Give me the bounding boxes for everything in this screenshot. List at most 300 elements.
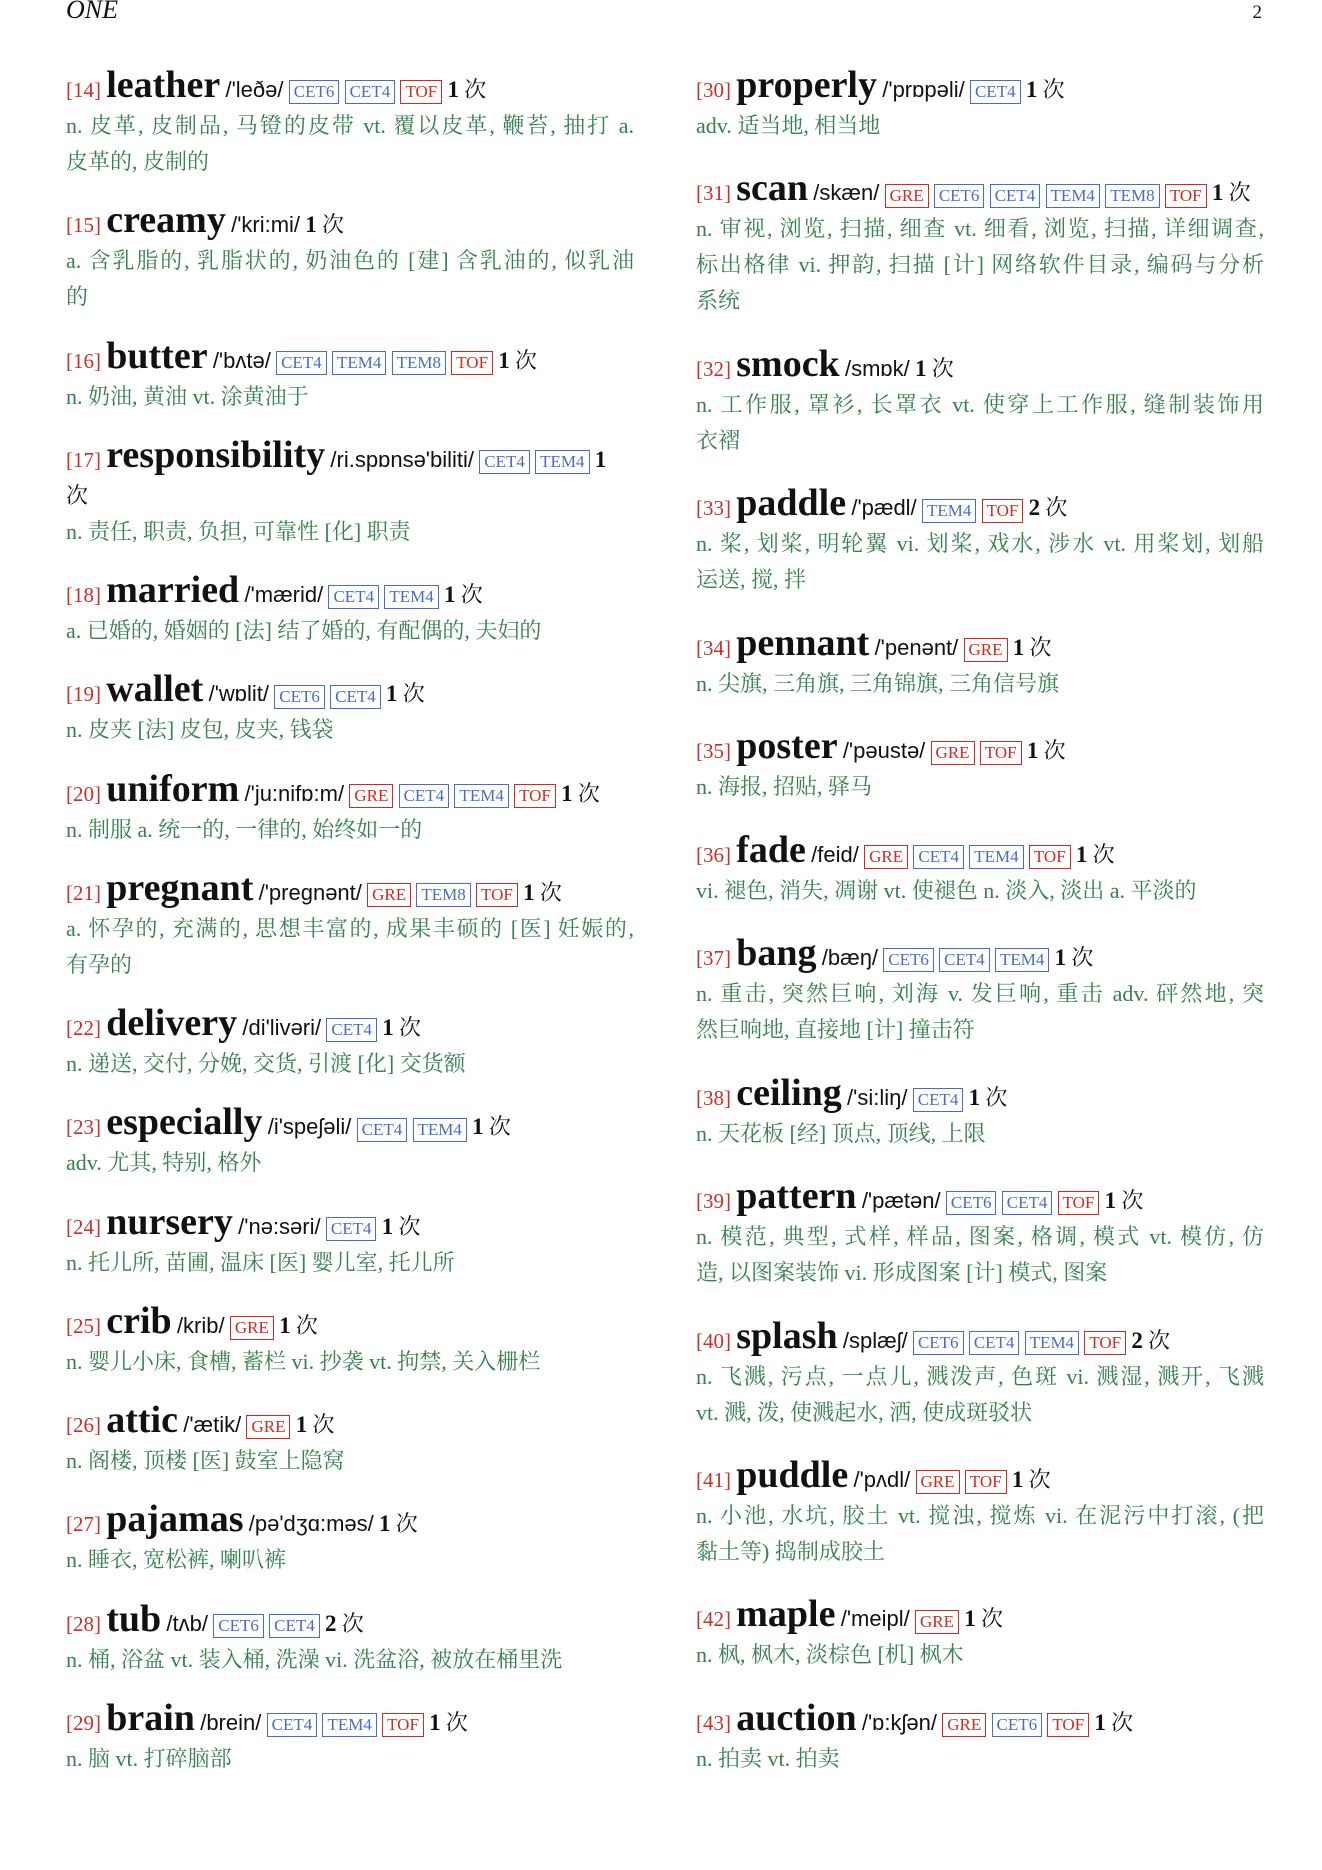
phonetic: /'bʌtə/ bbox=[212, 347, 271, 373]
entry-attic bbox=[66, 1399, 634, 1479]
definition-line: n. 海报, 招贴, 驿马 bbox=[696, 774, 873, 800]
phonetic: /'prɒpəli/ bbox=[882, 77, 965, 102]
definition-line: n. 脑 vt. 打碎脑部 bbox=[66, 1745, 232, 1771]
exam-tag-gre: GRE bbox=[349, 784, 393, 808]
exam-tag-tof: TOF bbox=[382, 1713, 424, 1737]
entry-heading bbox=[66, 199, 634, 243]
count-unit: 次 bbox=[980, 1606, 1003, 1632]
definition-line: a. 怀孕的, 充满的, 思想丰富的, 成果丰硕的 [医] 妊娠的, bbox=[66, 915, 634, 941]
exam-tag-gre: GRE bbox=[915, 1610, 959, 1634]
headword: uniform bbox=[106, 767, 240, 810]
headword: responsibility bbox=[106, 433, 326, 476]
exam-tag-tem8: TEM8 bbox=[1105, 184, 1159, 208]
count-unit: 次 bbox=[539, 879, 562, 905]
exam-tag-tem8: TEM8 bbox=[416, 883, 470, 907]
entry-index: [37] bbox=[696, 946, 731, 971]
definition-line: n. 责任, 职责, 负担, 可靠性 [化] 职责 bbox=[66, 518, 411, 544]
phonetic: /krib/ bbox=[176, 1312, 225, 1338]
exam-tag-gre: GRE bbox=[864, 845, 908, 869]
occurrence-count: 2 bbox=[324, 1610, 337, 1636]
exam-tag-tof: TOF bbox=[982, 499, 1024, 523]
exam-tag-cet4: CET4 bbox=[326, 1217, 377, 1241]
exam-tag-tem4: TEM4 bbox=[454, 784, 508, 808]
entry-heading bbox=[696, 1453, 1264, 1498]
exam-tag-cet4: CET4 bbox=[276, 351, 327, 375]
exam-tag-tof: TOF bbox=[514, 784, 556, 808]
entry-heading bbox=[66, 767, 634, 812]
definition-line: adv. 尤其, 特别, 格外 bbox=[66, 1150, 262, 1176]
definition-line: 皮革的, 皮制的 bbox=[66, 149, 210, 174]
count-unit: 次 bbox=[399, 1015, 422, 1041]
entry-index: [22] bbox=[66, 1016, 101, 1041]
definition-line: n. 皮革, 皮制品, 马镫的皮带 vt. 覆以皮革, 鞭苔, 抽打 a. bbox=[66, 113, 634, 138]
count-unit: 次 bbox=[515, 347, 538, 373]
entry-index: [23] bbox=[66, 1115, 101, 1140]
occurrence-count: 1 bbox=[305, 212, 317, 238]
entry-heading bbox=[696, 482, 1264, 526]
count-unit: 次 bbox=[66, 482, 89, 508]
entry-puddle bbox=[696, 1453, 1264, 1570]
entry-index: [15] bbox=[66, 213, 101, 238]
entry-creamy bbox=[66, 199, 634, 315]
entry-pattern bbox=[696, 1175, 1264, 1291]
headword: pattern bbox=[736, 1175, 857, 1218]
phonetic: /'kri:mi/ bbox=[231, 212, 301, 238]
exam-tag-cet4: CET4 bbox=[326, 1018, 377, 1042]
count-unit: 次 bbox=[295, 1312, 318, 1338]
phonetic: /tʌb/ bbox=[166, 1610, 208, 1636]
exam-tag-cet4: CET4 bbox=[913, 1088, 964, 1112]
exam-tag-gre: GRE bbox=[230, 1316, 274, 1340]
entry-heading bbox=[66, 569, 634, 613]
count-unit: 次 bbox=[395, 1511, 418, 1537]
left-column bbox=[66, 64, 634, 1777]
exam-tag-cet6: CET6 bbox=[883, 948, 934, 972]
headword: pajamas bbox=[106, 1498, 244, 1541]
headword: bang bbox=[736, 932, 817, 975]
headword: maple bbox=[736, 1593, 836, 1636]
entry-pajamas bbox=[66, 1498, 634, 1578]
headword: butter bbox=[106, 334, 208, 377]
phonetic: /ri.spɒnsə'biliti/ bbox=[330, 446, 475, 472]
exam-tag-gre: GRE bbox=[942, 1713, 986, 1737]
exam-tag-cet4: CET4 bbox=[969, 1331, 1020, 1355]
exam-tag-tof: TOF bbox=[1058, 1191, 1100, 1215]
entry-heading bbox=[696, 64, 1264, 108]
definition-line: n. 托儿所, 苗圃, 温床 [医] 婴儿室, 托儿所 bbox=[66, 1249, 455, 1275]
entry-index: [27] bbox=[66, 1512, 101, 1537]
count-unit: 次 bbox=[1029, 634, 1052, 660]
phonetic: /pə'dʒɑ:məs/ bbox=[248, 1511, 374, 1537]
headword: scan bbox=[736, 167, 809, 210]
occurrence-count: 1 bbox=[381, 1213, 394, 1239]
entry-index: [42] bbox=[696, 1607, 731, 1632]
entry-index: [39] bbox=[696, 1189, 731, 1214]
headword: poster bbox=[736, 725, 838, 768]
exam-tag-tem4: TEM4 bbox=[322, 1713, 376, 1737]
occurrence-count: 1 bbox=[1094, 1709, 1106, 1735]
entry-index: [18] bbox=[66, 583, 101, 608]
exam-tag-cet4: CET4 bbox=[970, 80, 1021, 104]
headword: brain bbox=[106, 1696, 195, 1739]
count-unit: 次 bbox=[322, 212, 345, 238]
page-number: 2 bbox=[1252, 2, 1262, 23]
definition-line: 标出格律 vi. 押韵, 扫描 [计] 网络软件目录, 编码与分析 bbox=[696, 252, 1264, 278]
exam-tag-cet6: CET6 bbox=[289, 80, 340, 104]
count-unit: 次 bbox=[931, 355, 954, 381]
definition-line: n. 奶油, 黄油 vt. 涂黄油于 bbox=[66, 383, 309, 409]
phonetic: /'meipl/ bbox=[840, 1606, 910, 1632]
definition-line: n. 婴儿小床, 食槽, 蓄栏 vi. 抄袭 vt. 拘禁, 关入栅栏 bbox=[66, 1348, 541, 1374]
entry-fade bbox=[696, 828, 1264, 909]
entry-heading bbox=[696, 725, 1264, 769]
definition-line: 黏土等) 捣制成胶土 bbox=[696, 1538, 885, 1564]
entry-heading bbox=[696, 1314, 1264, 1359]
headword: nursery bbox=[106, 1200, 233, 1243]
exam-tag-gre: GRE bbox=[916, 1470, 960, 1494]
count-unit: 次 bbox=[460, 582, 483, 608]
occurrence-count: 1 bbox=[1054, 945, 1067, 971]
phonetic: /i'speʃəli/ bbox=[267, 1114, 352, 1140]
exam-tag-cet4: CET4 bbox=[269, 1614, 320, 1638]
definition-line: n. 审视, 浏览, 扫描, 细查 vt. 细看, 浏览, 扫描, 详细调查, bbox=[696, 216, 1264, 242]
definition-line: n. 飞溅, 污点, 一点儿, 溅泼声, 色斑 vi. 溅湿, 溅开, 飞溅 bbox=[696, 1363, 1264, 1389]
phonetic: /'pʌdl/ bbox=[853, 1466, 911, 1492]
occurrence-count: 1 bbox=[279, 1312, 291, 1338]
exam-tag-cet6: CET6 bbox=[274, 685, 325, 709]
exam-tag-tem4: TEM4 bbox=[332, 351, 386, 375]
exam-tag-cet4: CET4 bbox=[328, 585, 379, 609]
exam-tag-tof: TOF bbox=[451, 351, 493, 375]
occurrence-count: 1 bbox=[561, 780, 573, 806]
occurrence-count: 2 bbox=[1131, 1327, 1143, 1353]
headword: married bbox=[106, 569, 240, 612]
occurrence-count: 1 bbox=[523, 879, 535, 905]
count-unit: 次 bbox=[1148, 1327, 1171, 1353]
occurrence-count: 1 bbox=[1104, 1188, 1117, 1214]
exam-tag-cet4: CET4 bbox=[267, 1713, 318, 1737]
entry-properly bbox=[696, 64, 1264, 144]
phonetic: /'wɒlit/ bbox=[208, 681, 270, 707]
occurrence-count: 1 bbox=[382, 1015, 394, 1041]
entry-index: [43] bbox=[696, 1710, 731, 1735]
occurrence-count: 1 bbox=[443, 582, 456, 608]
entry-index: [35] bbox=[696, 739, 731, 764]
exam-tag-tem4: TEM4 bbox=[413, 1118, 467, 1142]
right-column bbox=[696, 64, 1264, 1777]
exam-tag-tof: TOF bbox=[476, 883, 518, 907]
count-unit: 次 bbox=[1228, 180, 1251, 206]
entry-maple bbox=[696, 1593, 1264, 1673]
entry-tub bbox=[66, 1597, 634, 1678]
exam-tag-cet4: CET4 bbox=[939, 948, 990, 972]
exam-tag-tem4: TEM4 bbox=[535, 450, 589, 474]
phonetic: /di'livəri/ bbox=[242, 1015, 322, 1041]
entry-index: [33] bbox=[696, 496, 731, 521]
occurrence-count: 1 bbox=[1211, 180, 1224, 206]
entry-index: [29] bbox=[66, 1710, 101, 1735]
exam-tag-tof: TOF bbox=[400, 80, 442, 104]
entry-heading bbox=[66, 1101, 634, 1145]
headword: smock bbox=[736, 342, 840, 385]
occurrence-count: 1 bbox=[295, 1412, 308, 1438]
entry-paddle bbox=[696, 482, 1264, 598]
count-unit: 次 bbox=[464, 77, 487, 102]
phonetic: /'nə:səri/ bbox=[238, 1213, 321, 1239]
entry-smock bbox=[696, 342, 1264, 459]
headword: properly bbox=[736, 64, 877, 106]
entry-index: [38] bbox=[696, 1085, 731, 1110]
exam-tag-cet6: CET6 bbox=[934, 184, 985, 208]
exam-tag-tof: TOF bbox=[1165, 184, 1207, 208]
count-unit: 次 bbox=[1045, 495, 1068, 521]
phonetic: /'penənt/ bbox=[874, 634, 959, 660]
entry-heading bbox=[66, 334, 634, 379]
entry-heading bbox=[696, 932, 1264, 976]
definition-line: vt. 溅, 泼, 使溅起水, 洒, 使成斑驳状 bbox=[696, 1399, 1033, 1425]
exam-tag-tem4: TEM4 bbox=[969, 845, 1023, 869]
phonetic: /'si:liŋ/ bbox=[847, 1084, 908, 1110]
exam-tag-tem4: TEM4 bbox=[384, 585, 438, 609]
entry-scan bbox=[696, 167, 1264, 319]
occurrence-count: 1 bbox=[1012, 634, 1025, 660]
entry-auction bbox=[696, 1696, 1264, 1777]
exam-tag-tem8: TEM8 bbox=[392, 351, 446, 375]
headword: crib bbox=[106, 1299, 172, 1342]
phonetic: /feid/ bbox=[811, 841, 859, 867]
count-unit: 次 bbox=[1121, 1188, 1144, 1214]
entry-index: [16] bbox=[66, 348, 101, 373]
count-unit: 次 bbox=[1071, 945, 1094, 971]
occurrence-count: 1 bbox=[594, 446, 607, 472]
definition-line: n. 递送, 交付, 分娩, 交货, 引渡 [化] 交货额 bbox=[66, 1051, 466, 1077]
count-unit: 次 bbox=[402, 681, 425, 707]
phonetic: /splæʃ/ bbox=[842, 1327, 908, 1353]
phonetic: /'pregnənt/ bbox=[258, 879, 362, 905]
entry-heading bbox=[66, 866, 634, 911]
occurrence-count: 1 bbox=[472, 1114, 484, 1140]
entry-ceiling bbox=[696, 1071, 1264, 1152]
entry-index: [32] bbox=[696, 356, 731, 381]
phonetic: /'ju:nifɒ:m/ bbox=[244, 780, 345, 806]
occurrence-count: 1 bbox=[964, 1606, 976, 1632]
count-unit: 次 bbox=[341, 1610, 364, 1636]
headword: delivery bbox=[106, 1002, 238, 1045]
headword: splash bbox=[736, 1314, 838, 1357]
entry-index: [31] bbox=[696, 181, 731, 206]
occurrence-count: 1 bbox=[385, 681, 398, 707]
entry-index: [30] bbox=[696, 78, 731, 102]
exam-tag-cet6: CET6 bbox=[946, 1191, 997, 1215]
entry-heading bbox=[66, 1002, 634, 1046]
definition-line: vi. 褪色, 消失, 凋谢 vt. 使褪色 n. 淡入, 淡出 a. 平淡的 bbox=[696, 877, 1197, 903]
entry-crib bbox=[66, 1299, 634, 1380]
definition-line: n. 小池, 水坑, 胶土 vt. 搅浊, 搅炼 vi. 在泥污中打滚, (把 bbox=[696, 1502, 1264, 1528]
definition-line: n. 重击, 突然巨响, 刘海 v. 发巨响, 重击 adv. 砰然地, 突 bbox=[696, 981, 1264, 1007]
exam-tag-tof: TOF bbox=[1047, 1713, 1089, 1737]
entry-index: [28] bbox=[66, 1611, 101, 1636]
entry-heading bbox=[66, 1399, 634, 1443]
headword: paddle bbox=[736, 482, 847, 525]
definition-line: 然巨响地, 直接地 [计] 撞击符 bbox=[696, 1017, 975, 1043]
entry-especially bbox=[66, 1101, 634, 1181]
count-unit: 次 bbox=[445, 1709, 468, 1735]
occurrence-count: 1 bbox=[429, 1709, 441, 1735]
exam-tag-tem4: TEM4 bbox=[1046, 184, 1100, 208]
definition-line: 衣褶 bbox=[696, 427, 741, 453]
entry-index: [40] bbox=[696, 1328, 731, 1353]
entry-delivery bbox=[66, 1002, 634, 1082]
definition-line: n. 皮夹 [法] 皮包, 皮夹, 钱袋 bbox=[66, 717, 334, 743]
entry-responsibility bbox=[66, 433, 634, 550]
definition-line: n. 天花板 [经] 顶点, 顶线, 上限 bbox=[696, 1120, 986, 1146]
entry-heading bbox=[66, 1299, 634, 1344]
exam-tag-tem4: TEM4 bbox=[922, 499, 976, 523]
count-unit: 次 bbox=[488, 1114, 511, 1140]
headword: leather bbox=[106, 64, 221, 106]
exam-tag-gre: GRE bbox=[885, 184, 929, 208]
headword: tub bbox=[106, 1597, 162, 1640]
count-unit: 次 bbox=[577, 780, 600, 806]
phonetic: /'ætik/ bbox=[183, 1412, 242, 1438]
headword: wallet bbox=[106, 668, 204, 711]
definition-line: n. 枫, 枫木, 淡棕色 [机] 枫木 bbox=[696, 1642, 964, 1668]
headword: auction bbox=[736, 1696, 857, 1739]
entry-married bbox=[66, 569, 634, 649]
headword: attic bbox=[106, 1399, 178, 1442]
occurrence-count: 1 bbox=[915, 355, 927, 381]
phonetic: /'mærid/ bbox=[244, 582, 324, 608]
entry-heading bbox=[66, 1597, 634, 1642]
headword: puddle bbox=[736, 1453, 849, 1496]
occurrence-count: 1 bbox=[447, 77, 460, 102]
entry-uniform bbox=[66, 767, 634, 848]
exam-tag-tof: TOF bbox=[1029, 845, 1071, 869]
entry-index: [25] bbox=[66, 1313, 101, 1338]
entry-heading bbox=[66, 668, 634, 712]
entry-heading bbox=[66, 64, 634, 108]
entry-heading bbox=[696, 1175, 1264, 1219]
definition-line: 系统 bbox=[696, 288, 741, 314]
exam-tag-cet6: CET6 bbox=[992, 1713, 1043, 1737]
phonetic: /'pəustə/ bbox=[842, 738, 926, 764]
exam-tag-tof: TOF bbox=[965, 1470, 1007, 1494]
entry-index: [17] bbox=[66, 447, 101, 472]
exam-tag-cet4: CET4 bbox=[330, 685, 381, 709]
exam-tag-cet6: CET6 bbox=[213, 1614, 264, 1638]
entry-poster bbox=[696, 725, 1264, 805]
definition-line: n. 阁楼, 顶楼 [医] 鼓室上隐窝 bbox=[66, 1448, 345, 1474]
count-unit: 次 bbox=[1043, 738, 1066, 764]
entry-leather bbox=[66, 64, 634, 180]
occurrence-count: 1 bbox=[1026, 738, 1039, 764]
headword: ceiling bbox=[736, 1071, 842, 1114]
entry-pregnant bbox=[66, 866, 634, 983]
exam-tag-gre: GRE bbox=[246, 1415, 290, 1439]
occurrence-count: 1 bbox=[379, 1511, 391, 1537]
exam-tag-cet4: CET4 bbox=[913, 845, 964, 869]
definition-line: n. 桶, 浴盆 vt. 装入桶, 洗澡 vi. 洗盆浴, 被放在桶里洗 bbox=[66, 1646, 563, 1672]
entry-heading bbox=[66, 1696, 634, 1741]
count-unit: 次 bbox=[1042, 77, 1065, 102]
headword: creamy bbox=[106, 199, 226, 242]
phonetic: /'ɒ:kʃən/ bbox=[861, 1709, 937, 1735]
definition-line: n. 模范, 典型, 式样, 样品, 图案, 格调, 模式 vt. 模仿, 仿 bbox=[696, 1224, 1264, 1250]
entry-heading bbox=[66, 1498, 634, 1542]
phonetic: /skæn/ bbox=[813, 180, 880, 206]
entry-pennant bbox=[696, 621, 1264, 702]
entry-nursery bbox=[66, 1200, 634, 1281]
exam-tag-tof: TOF bbox=[1084, 1331, 1126, 1355]
occurrence-count: 1 bbox=[498, 347, 510, 373]
definition-line: n. 尖旗, 三角旗, 三角锦旗, 三角信号旗 bbox=[696, 670, 1060, 696]
occurrence-count: 1 bbox=[1025, 77, 1038, 102]
entry-bang bbox=[696, 932, 1264, 1048]
exam-tag-gre: GRE bbox=[931, 741, 975, 765]
count-unit: 次 bbox=[985, 1084, 1008, 1110]
headword: fade bbox=[736, 828, 806, 871]
entry-heading bbox=[66, 433, 634, 514]
occurrence-count: 2 bbox=[1028, 495, 1041, 521]
exam-tag-cet4: CET4 bbox=[1002, 1191, 1053, 1215]
phonetic: /'pætən/ bbox=[861, 1188, 941, 1214]
definition-line: a. 已婚的, 婚姻的 [法] 结了婚的, 有配偶的, 夫妇的 bbox=[66, 618, 542, 644]
entry-index: [24] bbox=[66, 1214, 101, 1239]
exam-tag-cet4: CET4 bbox=[357, 1118, 408, 1142]
entry-heading bbox=[696, 1696, 1264, 1741]
occurrence-count: 1 bbox=[968, 1084, 981, 1110]
definition-line: a. 含乳脂的, 乳脂状的, 奶油色的 [建] 含乳油的, 似乳油 bbox=[66, 248, 634, 274]
entry-splash bbox=[696, 1314, 1264, 1431]
exam-tag-tof: TOF bbox=[980, 741, 1022, 765]
occurrence-count: 1 bbox=[1075, 841, 1088, 867]
count-unit: 次 bbox=[312, 1412, 335, 1438]
exam-tag-gre: GRE bbox=[964, 638, 1008, 662]
definition-line: n. 工作服, 罩衫, 长罩衣 vt. 使穿上工作服, 缝制装饰用 bbox=[696, 391, 1264, 417]
count-unit: 次 bbox=[1092, 841, 1115, 867]
phonetic: /bæŋ/ bbox=[821, 945, 879, 971]
count-unit: 次 bbox=[1111, 1709, 1134, 1735]
occurrence-count: 1 bbox=[1011, 1466, 1024, 1492]
entry-index: [36] bbox=[696, 842, 731, 867]
entry-heading bbox=[696, 621, 1264, 666]
exam-tag-cet4: CET4 bbox=[345, 80, 396, 104]
entry-heading bbox=[696, 1071, 1264, 1116]
entry-index: [14] bbox=[66, 78, 101, 102]
definition-line: n. 睡衣, 宽松裤, 喇叭裤 bbox=[66, 1547, 287, 1573]
entry-index: [34] bbox=[696, 635, 731, 660]
entry-index: [21] bbox=[66, 880, 101, 905]
definition-line: 的 bbox=[66, 284, 89, 310]
exam-tag-tem4: TEM4 bbox=[1025, 1331, 1079, 1355]
entry-index: [19] bbox=[66, 682, 101, 707]
exam-tag-cet4: CET4 bbox=[479, 450, 530, 474]
entry-heading bbox=[696, 1593, 1264, 1637]
entry-brain bbox=[66, 1696, 634, 1777]
entry-heading bbox=[696, 167, 1264, 211]
headword: pennant bbox=[736, 621, 870, 664]
exam-tag-cet4: CET4 bbox=[990, 184, 1041, 208]
entry-heading bbox=[696, 342, 1264, 387]
headword: especially bbox=[106, 1101, 263, 1144]
entry-index: [41] bbox=[696, 1467, 731, 1492]
phonetic: /'pædl/ bbox=[851, 495, 917, 521]
definition-line: n. 制服 a. 统一的, 一律的, 始终如一的 bbox=[66, 816, 423, 842]
count-unit: 次 bbox=[398, 1213, 421, 1239]
definition-line: 造, 以图案装饰 vi. 形成图案 [计] 模式, 图案 bbox=[696, 1260, 1108, 1286]
definition-line: n. 桨, 划桨, 明轮翼 vi. 划桨, 戏水, 涉水 vt. 用桨划, 划船 bbox=[696, 531, 1264, 557]
definition-line: 有孕的 bbox=[66, 951, 133, 977]
